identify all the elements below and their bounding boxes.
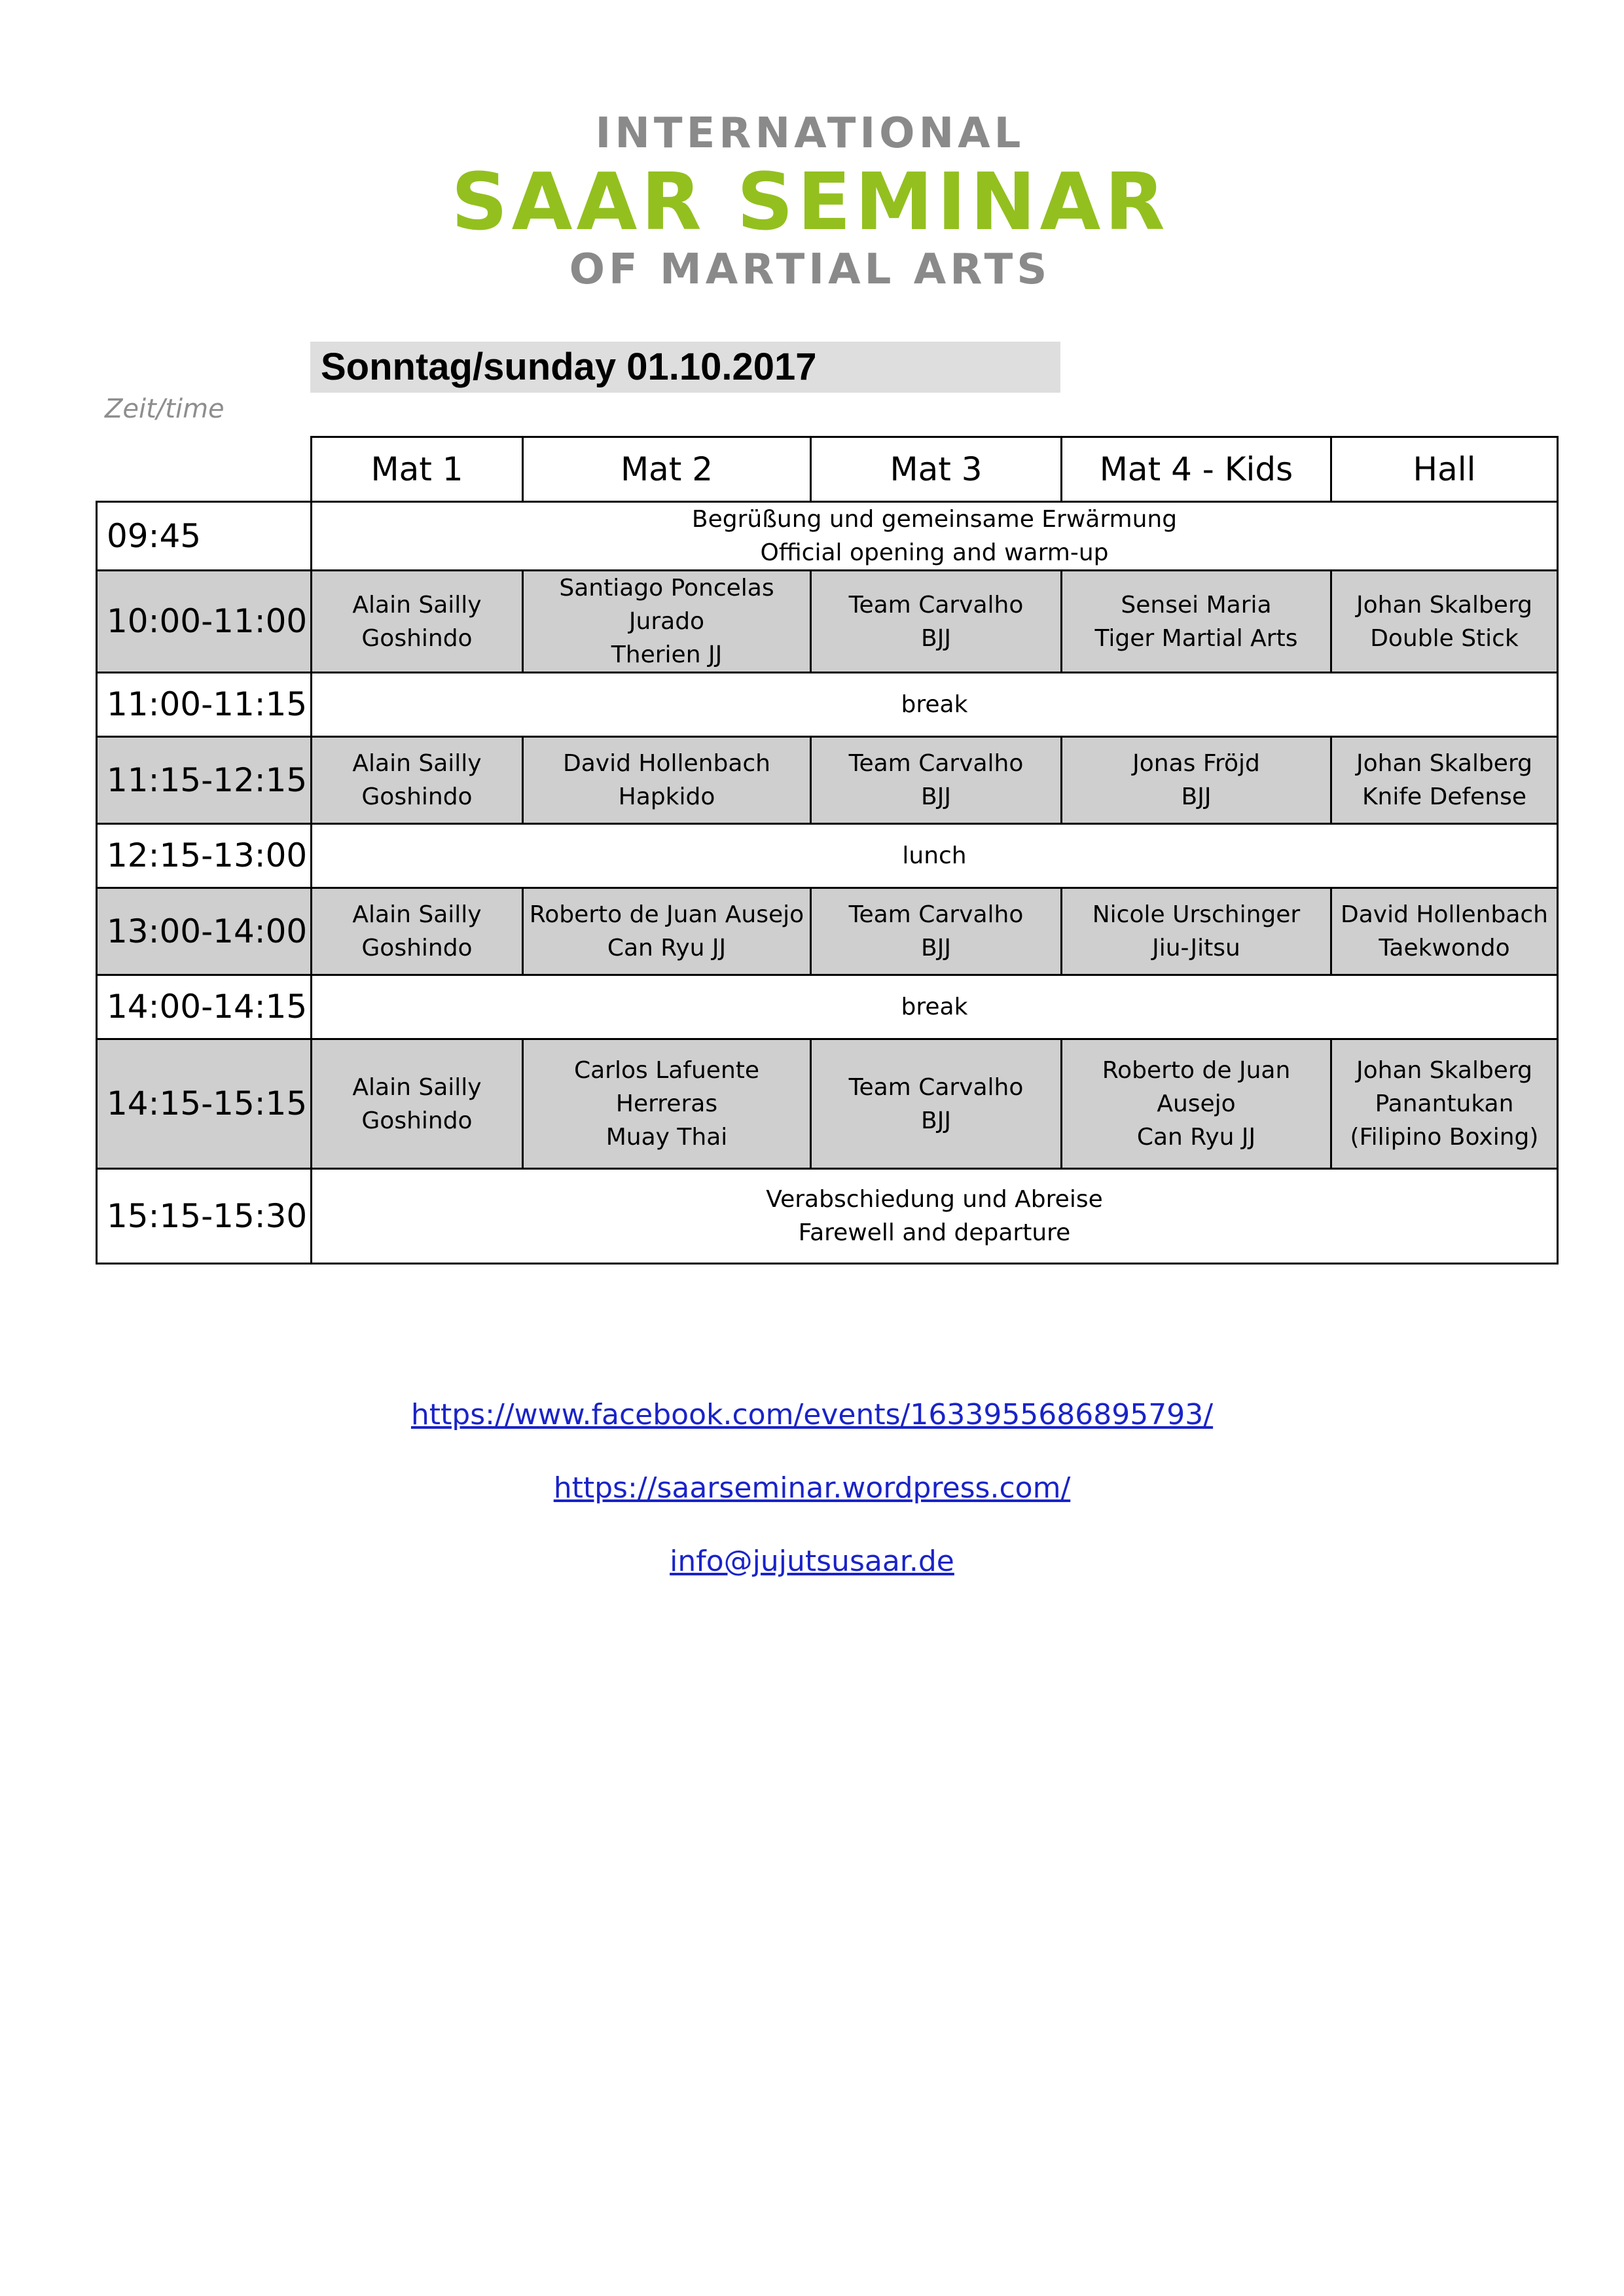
time-cell: 11:00-11:15 xyxy=(97,673,312,737)
cell-text-line: Hapkido xyxy=(618,783,715,810)
cell-text-line: BJJ xyxy=(1181,783,1212,810)
cell-text-line: Can Ryu JJ xyxy=(607,935,727,961)
cell-text-line: Panantukan xyxy=(1375,1090,1514,1117)
cell-text-line: lunch xyxy=(902,842,967,869)
cell-text-line: Goshindo xyxy=(361,1107,473,1134)
schedule-row-full xyxy=(97,673,1558,737)
cell-text-line: Double Stick xyxy=(1370,624,1519,652)
session-cell-hall xyxy=(1331,571,1558,673)
cell-text-line: BJJ xyxy=(921,1107,951,1134)
session-cell-mat-2 xyxy=(523,1039,811,1169)
cell-text-line: Sensei Maria xyxy=(1121,591,1272,619)
session-cell-hall xyxy=(1331,737,1558,824)
column-header-hall: Hall xyxy=(1331,437,1558,502)
session-cell-mat-1 xyxy=(312,737,523,824)
cell-text-line: Team Carvalho xyxy=(848,750,1024,777)
schedule-table xyxy=(96,436,1559,1265)
schedule-row-sessions xyxy=(97,571,1558,673)
session-cell-mat-1 xyxy=(312,888,523,975)
cell-text-line: BJJ xyxy=(921,624,951,652)
cell-text-line: Jurado xyxy=(628,608,705,635)
session-cell-mat-4-kids xyxy=(1062,1039,1331,1169)
cell-text-line: Herreras xyxy=(615,1090,718,1117)
contact-links xyxy=(0,1397,1624,1580)
facebook-event-link[interactable]: https://www.facebook.com/events/1633955686895793/ xyxy=(410,1398,1214,1431)
time-column-label: Zeit/time xyxy=(105,394,225,424)
cell-text-line: Roberto de Juan Ausejo xyxy=(529,901,804,928)
cell-text-line: (Filipino Boxing) xyxy=(1350,1124,1539,1151)
cell-text-line: Carlos Lafuente xyxy=(573,1057,760,1084)
schedule-row-sessions xyxy=(97,737,1558,824)
session-cell-mat-3 xyxy=(811,737,1062,824)
time-cell: 12:15-13:00 xyxy=(97,824,312,888)
cell-text-line: Ausejo xyxy=(1157,1090,1236,1117)
cell-text-line: David Hollenbach xyxy=(1341,901,1548,928)
schedule-row-full xyxy=(97,824,1558,888)
full-width-event-cell xyxy=(312,1169,1558,1264)
schedule-row-full xyxy=(97,502,1558,571)
cell-text-line: Can Ryu JJ xyxy=(1136,1124,1256,1151)
logo-line-martial-arts: OF MARTIAL ARTS xyxy=(569,245,1051,294)
cell-text-line: Jiu-Jitsu xyxy=(1152,935,1240,961)
cell-text-line: break xyxy=(901,691,968,718)
cell-text-line: Alain Sailly xyxy=(352,591,482,619)
cell-text-line: Team Carvalho xyxy=(848,591,1024,619)
session-cell-mat-3 xyxy=(811,1039,1062,1169)
logo-line-saar-seminar: SAAR SEMINAR xyxy=(451,157,1169,248)
schedule-row-sessions xyxy=(97,1039,1558,1169)
cell-text-line: Goshindo xyxy=(361,935,473,961)
full-width-event-cell xyxy=(312,673,1558,737)
cell-text-line: David Hollenbach xyxy=(563,750,770,777)
full-width-event-cell xyxy=(312,824,1558,888)
session-cell-mat-2 xyxy=(523,571,811,673)
time-cell: 10:00-11:00 xyxy=(97,571,312,673)
column-header-mat-4-kids: Mat 4 - Kids xyxy=(1062,437,1331,502)
cell-text-line: Tiger Martial Arts xyxy=(1094,624,1298,652)
cell-text-line: Johan Skalberg xyxy=(1356,1057,1532,1084)
cell-text-line: Roberto de Juan xyxy=(1102,1057,1291,1084)
schedule-row-sessions xyxy=(97,888,1558,975)
seminar-logo xyxy=(393,109,1227,294)
cell-text-line: Jonas Fröjd xyxy=(1132,750,1260,777)
session-cell-mat-3 xyxy=(811,888,1062,975)
cell-text-line: break xyxy=(901,994,968,1020)
schedule-row-full xyxy=(97,1169,1558,1264)
time-cell: 09:45 xyxy=(97,502,312,571)
cell-text-line: Alain Sailly xyxy=(352,1073,482,1101)
session-cell-mat-4-kids xyxy=(1062,571,1331,673)
session-cell-hall xyxy=(1331,888,1558,975)
time-cell: 11:15-12:15 xyxy=(97,737,312,824)
session-cell-mat-4-kids xyxy=(1062,888,1331,975)
session-cell-mat-3 xyxy=(811,571,1062,673)
cell-text-line: Santiago Poncelas xyxy=(559,575,774,601)
cell-text-line: Johan Skalberg xyxy=(1356,591,1532,619)
cell-text-line: Goshindo xyxy=(361,783,473,810)
full-width-event-cell xyxy=(312,502,1558,571)
cell-text-line: Therien JJ xyxy=(611,641,723,668)
cell-text-line: Official opening and warm-up xyxy=(760,539,1109,566)
cell-text-line: Team Carvalho xyxy=(848,901,1024,928)
cell-text-line: Alain Sailly xyxy=(352,901,482,928)
cell-text-line: Verabschiedung und Abreise xyxy=(766,1186,1103,1213)
time-cell: 13:00-14:00 xyxy=(97,888,312,975)
cell-text-line: Begrüßung und gemeinsame Erwärmung xyxy=(691,506,1178,533)
column-header-mat-3: Mat 3 xyxy=(811,437,1062,502)
session-cell-mat-2 xyxy=(523,888,811,975)
cell-text-line: Nicole Urschinger xyxy=(1092,901,1301,928)
full-width-event-cell xyxy=(312,975,1558,1039)
column-header-mat-2: Mat 2 xyxy=(523,437,811,502)
schedule-row-full xyxy=(97,975,1558,1039)
time-cell: 14:00-14:15 xyxy=(97,975,312,1039)
cell-text-line: Alain Sailly xyxy=(352,750,482,777)
session-cell-mat-4-kids xyxy=(1062,737,1331,824)
cell-text-line: BJJ xyxy=(921,935,951,961)
session-cell-mat-1 xyxy=(312,571,523,673)
time-cell: 15:15-15:30 xyxy=(97,1169,312,1264)
cell-text-line: Knife Defense xyxy=(1362,783,1527,810)
column-header-row xyxy=(97,437,1558,502)
time-cell: 14:15-15:15 xyxy=(97,1039,312,1169)
cell-text-line: Goshindo xyxy=(361,624,473,652)
column-header-mat-1: Mat 1 xyxy=(312,437,523,502)
logo-line-international: INTERNATIONAL xyxy=(595,109,1025,158)
cell-text-line: Taekwondo xyxy=(1379,935,1510,961)
cell-text-line: Johan Skalberg xyxy=(1356,750,1532,777)
session-cell-mat-2 xyxy=(523,737,811,824)
cell-text-line: BJJ xyxy=(921,783,951,810)
cell-text-line: Muay Thai xyxy=(605,1124,728,1151)
session-cell-hall xyxy=(1331,1039,1558,1169)
corner-cell xyxy=(97,437,312,502)
cell-text-line: Team Carvalho xyxy=(848,1073,1024,1101)
cell-text-line: Farewell and departure xyxy=(798,1219,1071,1246)
day-header: Sonntag/sunday 01.10.2017 xyxy=(310,342,1060,393)
session-cell-mat-1 xyxy=(312,1039,523,1169)
email-link[interactable]: info@jujutsusaar.de xyxy=(670,1545,954,1578)
wordpress-site-link[interactable]: https://saarseminar.wordpress.com/ xyxy=(553,1471,1071,1505)
